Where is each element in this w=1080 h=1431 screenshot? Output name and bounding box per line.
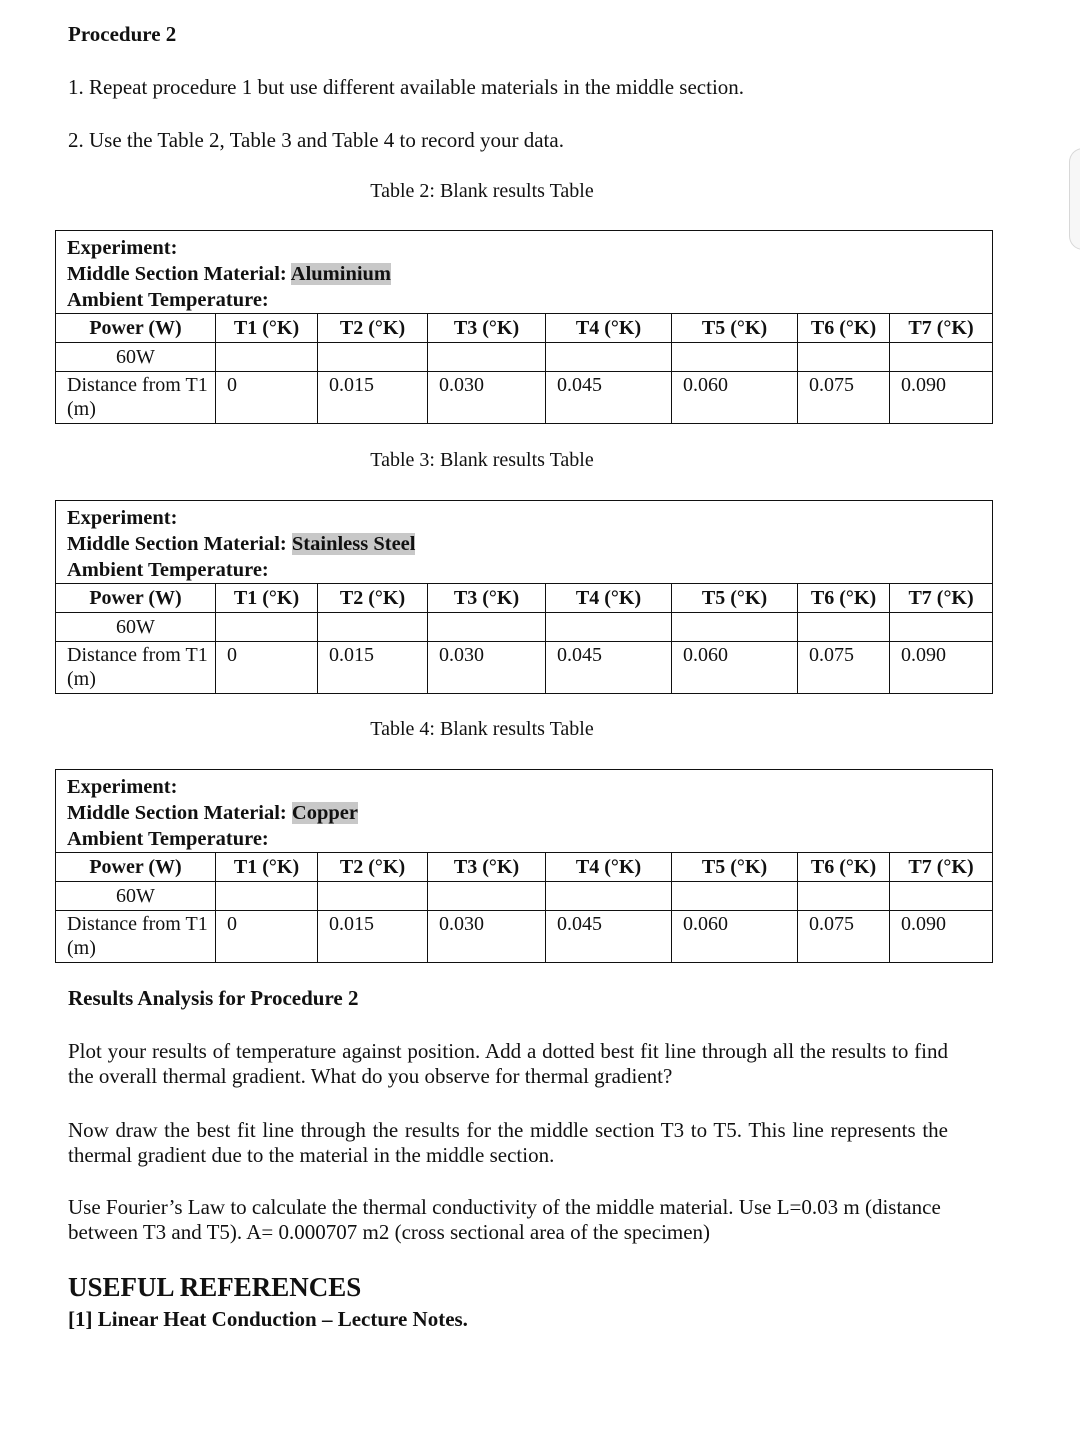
t3-header: T3 (°K): [428, 584, 546, 613]
t7-header: T7 (°K): [890, 584, 993, 613]
t6-header: T6 (°K): [798, 314, 890, 343]
table-4: [55, 769, 993, 963]
material-label: Middle Section Material:: [67, 802, 287, 824]
material-value: Copper: [291, 802, 358, 824]
distance-t6: 0.075: [798, 642, 890, 694]
power-value: 60W: [56, 882, 216, 911]
t3-header: T3 (°K): [428, 314, 546, 343]
distance-t5: 0.060: [672, 642, 798, 694]
column-header-row: [56, 584, 993, 613]
t7-cell: [890, 613, 993, 642]
t7-header: T7 (°K): [890, 853, 993, 882]
analysis-paragraph-3: Use Fourier’s Law to calculate the thermal conductivity of the middle material. Use L=0.03 m (distance between T3 and T5). A= 0.000707 m2 (cross sectional area of the specimen): [68, 1195, 941, 1244]
material-value: Stainless Steel: [291, 533, 416, 555]
column-header-row: [56, 853, 993, 882]
t6-header: T6 (°K): [798, 853, 890, 882]
t5-cell: [672, 613, 798, 642]
distance-t4: 0.045: [546, 911, 672, 963]
t6-cell: [798, 613, 890, 642]
distance-t4: 0.045: [546, 642, 672, 694]
distance-t1: 0: [216, 911, 318, 963]
t1-header: T1 (°K): [216, 853, 318, 882]
t1-header: T1 (°K): [216, 584, 318, 613]
t6-header: T6 (°K): [798, 584, 890, 613]
distance-t6: 0.075: [798, 911, 890, 963]
experiment-label: Experiment:: [67, 776, 178, 798]
distance-t7: 0.090: [890, 372, 993, 424]
power-value: 60W: [56, 343, 216, 372]
table-3-caption: Table 3: Blank results Table: [370, 449, 594, 471]
ambient-label: Ambient Temperature:: [67, 828, 269, 850]
t3-cell: [428, 882, 546, 911]
distance-label: Distance from T1 (m): [56, 911, 216, 963]
t4-cell: [546, 343, 672, 372]
distance-t5: 0.060: [672, 911, 798, 963]
t4-header: T4 (°K): [546, 584, 672, 613]
distance-t5: 0.060: [672, 372, 798, 424]
distance-row: [56, 911, 993, 963]
t4-header: T4 (°K): [546, 314, 672, 343]
distance-t1: 0: [216, 642, 318, 694]
material-value: Aluminium: [290, 263, 392, 285]
t2-header: T2 (°K): [318, 314, 428, 343]
t7-cell: [890, 882, 993, 911]
column-header-row: [56, 314, 993, 343]
distance-t3: 0.030: [428, 372, 546, 424]
ambient-label: Ambient Temperature:: [67, 289, 269, 311]
distance-label: Distance from T1 (m): [56, 372, 216, 424]
t1-cell: [216, 882, 318, 911]
t3-cell: [428, 613, 546, 642]
distance-t7: 0.090: [890, 911, 993, 963]
t5-header: T5 (°K): [672, 853, 798, 882]
power-header: Power (W): [56, 853, 216, 882]
distance-t2: 0.015: [318, 372, 428, 424]
experiment-label: Experiment:: [67, 507, 178, 529]
t6-cell: [798, 343, 890, 372]
material-row: [67, 800, 981, 826]
ambient-label: Ambient Temperature:: [67, 559, 269, 581]
power-value: 60W: [56, 613, 216, 642]
distance-t3: 0.030: [428, 642, 546, 694]
material-row: [67, 531, 981, 557]
distance-t2: 0.015: [318, 642, 428, 694]
t6-cell: [798, 882, 890, 911]
table-header-block: [56, 501, 993, 584]
distance-t6: 0.075: [798, 372, 890, 424]
t5-cell: [672, 882, 798, 911]
power-row: [56, 343, 993, 372]
material-row: [67, 261, 981, 287]
t4-cell: [546, 613, 672, 642]
t5-header: T5 (°K): [672, 584, 798, 613]
table-4-caption: Table 4: Blank results Table: [370, 718, 594, 740]
table-3: [55, 500, 993, 694]
distance-t7: 0.090: [890, 642, 993, 694]
distance-label: Distance from T1 (m): [56, 642, 216, 694]
distance-t1: 0: [216, 372, 318, 424]
t3-header: T3 (°K): [428, 853, 546, 882]
table-2: [55, 230, 993, 424]
t3-cell: [428, 343, 546, 372]
table-2-caption: Table 2: Blank results Table: [370, 180, 594, 202]
power-header: Power (W): [56, 584, 216, 613]
distance-t2: 0.015: [318, 911, 428, 963]
experiment-label: Experiment:: [67, 237, 178, 259]
t1-cell: [216, 343, 318, 372]
step-1: 1. Repeat procedure 1 but use different available materials in the middle section.: [68, 75, 745, 99]
t2-cell: [318, 343, 428, 372]
t7-cell: [890, 343, 993, 372]
t1-cell: [216, 613, 318, 642]
distance-row: [56, 642, 993, 694]
procedure-heading: Procedure 2: [68, 22, 177, 46]
power-row: [56, 613, 993, 642]
results-analysis-title: Results Analysis for Procedure 2: [68, 986, 359, 1010]
power-header: Power (W): [56, 314, 216, 343]
t2-cell: [318, 613, 428, 642]
t7-header: T7 (°K): [890, 314, 993, 343]
t2-cell: [318, 882, 428, 911]
table-header-block: [56, 231, 993, 314]
analysis-paragraph-2: Now draw the best fit line through the results for the middle section T3 to T5. This line represents the thermal gradient due to the material in the middle section.: [68, 1118, 948, 1167]
t4-cell: [546, 882, 672, 911]
distance-t3: 0.030: [428, 911, 546, 963]
analysis-paragraph-1: Plot your results of temperature against position. Add a dotted best fit line through all the results to find the overall thermal gradient. What do you observe for thermal gradient?: [68, 1039, 948, 1088]
distance-row: [56, 372, 993, 424]
t2-header: T2 (°K): [318, 584, 428, 613]
material-label: Middle Section Material:: [67, 263, 287, 285]
distance-t4: 0.045: [546, 372, 672, 424]
scroll-edge-tab[interactable]: [1069, 148, 1080, 250]
material-label: Middle Section Material:: [67, 533, 287, 555]
t5-header: T5 (°K): [672, 314, 798, 343]
step-2: 2. Use the Table 2, Table 3 and Table 4 to record your data.: [68, 128, 564, 152]
reference-item: [1] Linear Heat Conduction – Lecture Notes.: [68, 1307, 468, 1331]
t5-cell: [672, 343, 798, 372]
t1-header: T1 (°K): [216, 314, 318, 343]
t2-header: T2 (°K): [318, 853, 428, 882]
t4-header: T4 (°K): [546, 853, 672, 882]
references-title: USEFUL REFERENCES: [68, 1272, 362, 1302]
power-row: [56, 882, 993, 911]
table-header-block: [56, 770, 993, 853]
